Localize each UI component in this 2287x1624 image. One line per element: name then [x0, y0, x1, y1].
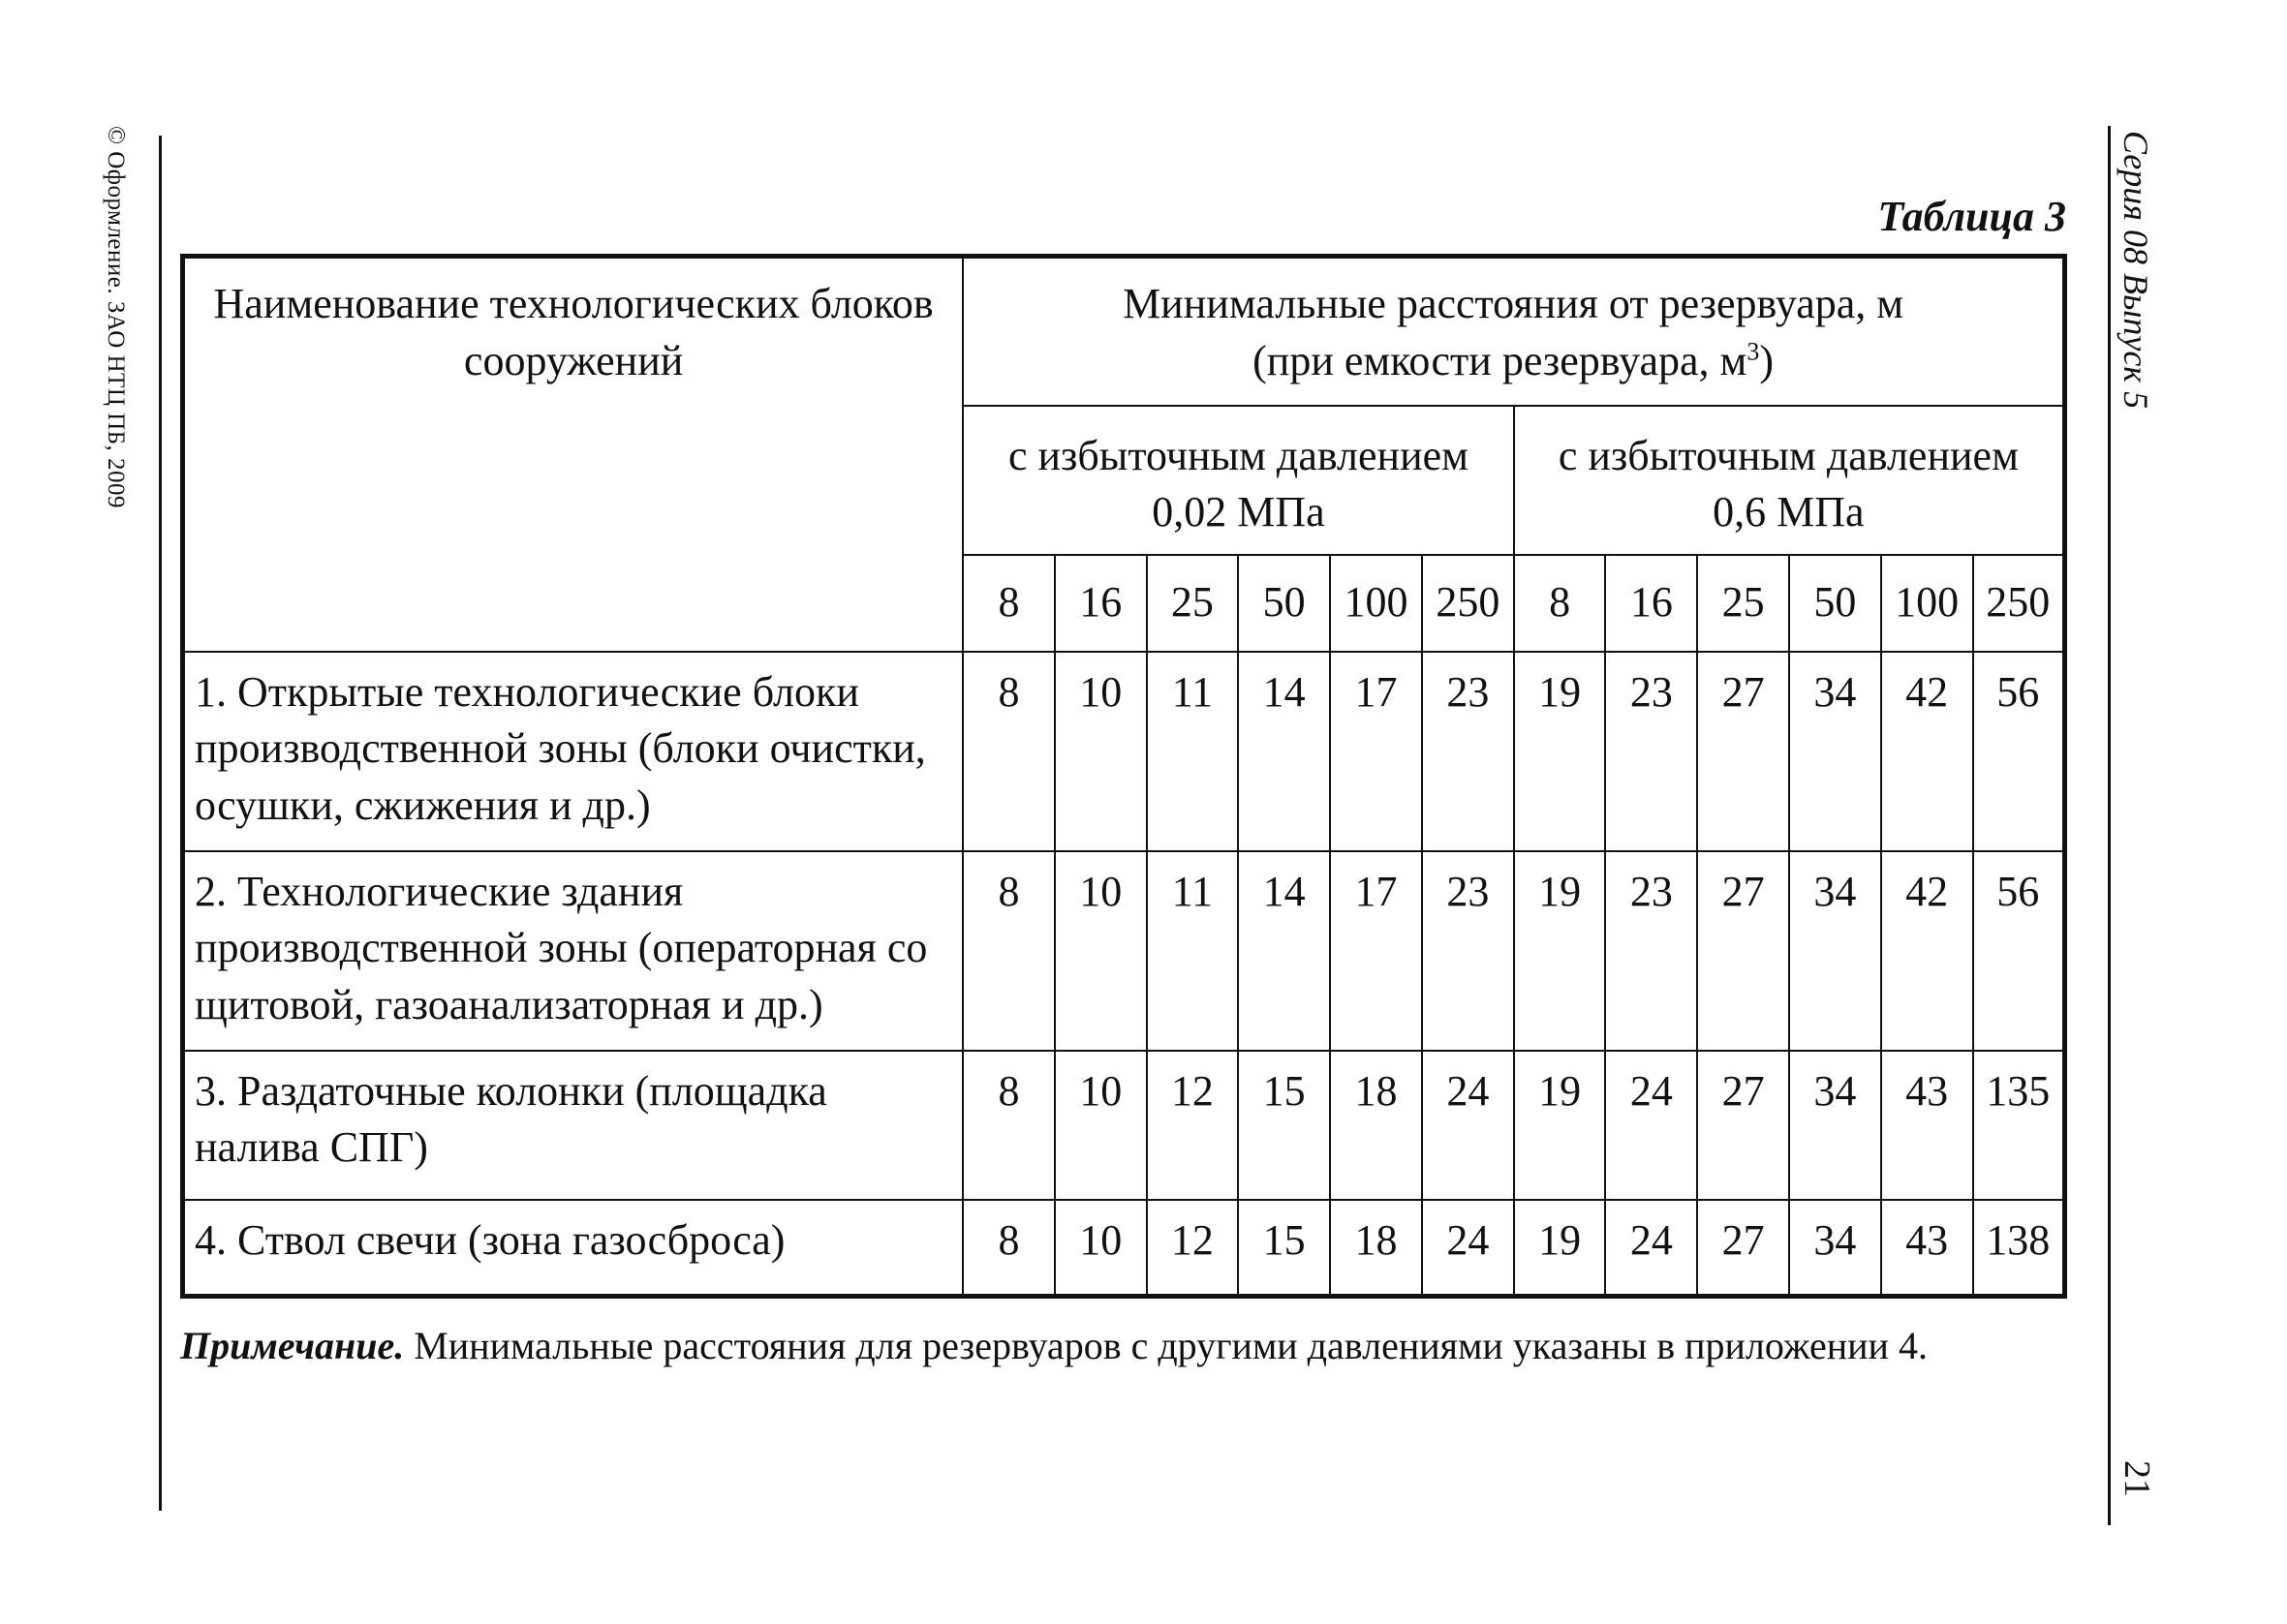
value-cell: 23 — [1422, 851, 1514, 1051]
capacity-cell: 100 — [1881, 555, 1973, 652]
value-cell: 18 — [1330, 1200, 1422, 1297]
header-main-cell — [963, 257, 2064, 406]
header-name-cell: Наименование технологических блоков сооружений — [183, 257, 964, 652]
copyright-text: © Оформление. ЗАО НТЦ ПБ, 2009 — [103, 126, 129, 509]
value-cell: 10 — [1055, 851, 1147, 1051]
table-note — [180, 1319, 2067, 1373]
series-text: Серия 08 Выпуск 5 — [2117, 131, 2155, 410]
value-cell: 34 — [1789, 851, 1881, 1051]
value-cell: 135 — [1973, 1051, 2065, 1200]
header-main-line2-prefix: (при емкости резервуара, м — [1252, 336, 1747, 384]
value-cell: 27 — [1697, 652, 1789, 851]
capacity-cell: 25 — [1697, 555, 1789, 652]
note-text: Минимальные расстояния для резервуаров с другими давлениями указаны в приложении 4. — [404, 1324, 1928, 1367]
header-main-sup: 3 — [1746, 336, 1760, 365]
value-cell: 27 — [1697, 1051, 1789, 1200]
value-cell: 14 — [1238, 652, 1330, 851]
value-cell: 10 — [1055, 652, 1147, 851]
value-cell: 17 — [1330, 851, 1422, 1051]
capacity-cell: 16 — [1055, 555, 1147, 652]
page-number: 21 — [2117, 1460, 2157, 1497]
row-name: 1. Открытые технологические блоки производственной зоны (блоки очистки, осушки, сжижения и др.) — [183, 652, 964, 851]
row-name: 2. Технологические здания производственной зоны (операторная со щитовой, газоанализаторная и др.) — [183, 851, 964, 1051]
header-main-line1: Минимальные расстояния от резервуара, м — [1123, 280, 1904, 327]
table-row — [183, 1200, 2065, 1297]
capacity-cell: 8 — [963, 555, 1055, 652]
capacity-cell: 50 — [1789, 555, 1881, 652]
value-cell: 34 — [1789, 652, 1881, 851]
capacity-cell: 50 — [1238, 555, 1330, 652]
group1-line1: с избыточным давлением — [1007, 431, 1468, 479]
value-cell: 24 — [1422, 1051, 1514, 1200]
left-margin-rule — [159, 136, 162, 1511]
value-cell: 138 — [1973, 1200, 2065, 1297]
table-row — [183, 1051, 2065, 1200]
value-cell: 10 — [1055, 1200, 1147, 1297]
value-cell: 42 — [1881, 851, 1973, 1051]
row-name: 4. Ствол свечи (зона газосброса) — [183, 1200, 964, 1297]
value-cell: 56 — [1973, 851, 2065, 1051]
header-group-002 — [963, 406, 1514, 555]
value-cell: 8 — [963, 851, 1055, 1051]
value-cell: 19 — [1514, 1051, 1606, 1200]
capacity-cell: 100 — [1330, 555, 1422, 652]
distances-table — [180, 254, 2067, 1299]
value-cell: 12 — [1147, 1051, 1239, 1200]
value-cell: 11 — [1147, 851, 1239, 1051]
value-cell: 23 — [1605, 652, 1697, 851]
group2-line2: 0,6 МПа — [1713, 488, 1865, 536]
value-cell: 14 — [1238, 851, 1330, 1051]
capacity-cell: 8 — [1514, 555, 1606, 652]
value-cell: 10 — [1055, 1051, 1147, 1200]
value-cell: 15 — [1238, 1051, 1330, 1200]
capacity-cell: 250 — [1973, 555, 2065, 652]
value-cell: 19 — [1514, 1200, 1606, 1297]
value-cell: 43 — [1881, 1051, 1973, 1200]
value-cell: 11 — [1147, 652, 1239, 851]
note-label: Примечание. — [180, 1324, 405, 1367]
table-row — [183, 851, 2065, 1051]
value-cell: 8 — [963, 652, 1055, 851]
value-cell: 42 — [1881, 652, 1973, 851]
table-row — [183, 652, 2065, 851]
value-cell: 24 — [1422, 1200, 1514, 1297]
value-cell: 56 — [1973, 652, 2065, 851]
value-cell: 27 — [1697, 1200, 1789, 1297]
header-group-06 — [1514, 406, 2065, 555]
value-cell: 15 — [1238, 1200, 1330, 1297]
value-cell: 19 — [1514, 851, 1606, 1051]
value-cell: 27 — [1697, 851, 1789, 1051]
value-cell: 8 — [963, 1051, 1055, 1200]
value-cell: 12 — [1147, 1200, 1239, 1297]
value-cell: 43 — [1881, 1200, 1973, 1297]
capacity-cell: 16 — [1605, 555, 1697, 652]
capacity-cell: 250 — [1422, 555, 1514, 652]
value-cell: 19 — [1514, 652, 1606, 851]
header-row-main — [183, 257, 2065, 406]
value-cell: 34 — [1789, 1200, 1881, 1297]
group1-line2: 0,02 МПа — [1152, 488, 1325, 536]
value-cell: 24 — [1605, 1051, 1697, 1200]
value-cell: 18 — [1330, 1051, 1422, 1200]
right-margin-rule — [2108, 126, 2111, 1525]
row-name: 3. Раздаточные колонки (площадка налива СПГ) — [183, 1051, 964, 1200]
value-cell: 34 — [1789, 1051, 1881, 1200]
value-cell: 24 — [1605, 1200, 1697, 1297]
value-cell: 23 — [1605, 851, 1697, 1051]
value-cell: 8 — [963, 1200, 1055, 1297]
value-cell: 23 — [1422, 652, 1514, 851]
group2-line1: с избыточным давлением — [1558, 431, 2019, 479]
value-cell: 17 — [1330, 652, 1422, 851]
table-caption: Таблица 3 — [1877, 193, 2066, 240]
header-main-line2-suffix: ) — [1759, 336, 1775, 384]
capacity-cell: 25 — [1147, 555, 1239, 652]
